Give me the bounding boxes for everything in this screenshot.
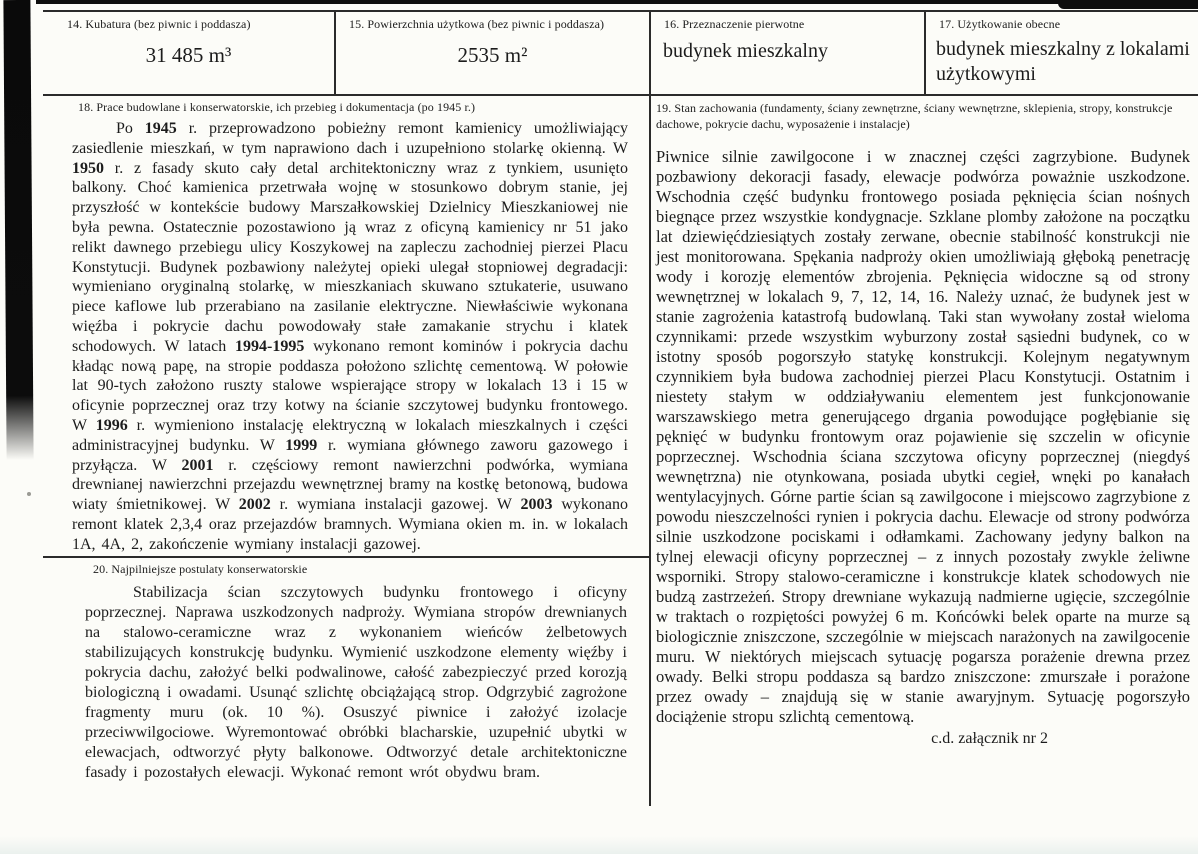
- field-uzytkowanie-obecne-value: budynek mieszkalny z lokalami użytkowymi: [936, 38, 1190, 85]
- field-kubatura-label: 14. Kubatura (bez piwnic i poddasza): [67, 17, 251, 31]
- scan-edge-top-right: [1058, 0, 1198, 9]
- section-stan-zachowania: [656, 100, 1194, 748]
- section-postulaty-konserwatorskie-text: Stabilizacja ścian szczytowych budynku frontowego i oficyny poprzecznej. Naprawa uszkodzonych nadproży. Wymiana stropów drewnianych na stalowo-ceramiczne wraz z wykonaniem wieńców żelbetowych stabilizujących konstrukcję budynku. Wymienić uszkodzone elementy więźby i pokrycia dachu, założyć belki podwalinowe, całość zabezpieczyć przed korozją biologiczną i owadami. Usunąć szlichtę obciążającą strop. Odgrzybić zagrożone fragmenty muru (ok. 10 %). Osuszyć piwnice i założyć izolacje przeciwwilgociowe. Wyremontować obróbki blacharskie, uzupełnić ubytki w elewacjach, odtworzyć płyty balkonowe. Odtworzyć detale architektoniczne fasady i pozostałych elewacji. Wykonać remont wrót obydwu bram.: [85, 584, 627, 781]
- section-prace-budowlane-label: 18. Prace budowlane i konserwatorskie, ich przebieg i dokumentacja (po 1945 r.): [78, 100, 476, 114]
- section-prace-budowlane-text: Po 1945 r. przeprowadzono pobieżny remont kamienicy umożliwiający zasiedlenie mieszkań, w tym naprawiono dach i uzupełniono stolarkę okienną. W 1950 r. z fasady skuto cały detal architektoniczny wraz z tynkiem, usunięto balkony. Choć kamienica przetrwała wojnę w stosunkowo dobrym stanie, jej przyszłość w kontekście budowy Marszałkowskiej Dzielnicy Mieszkaniowej nie była pewna. Ostatecznie pozostawiono ją wraz z oficyną kamienicy nr 51 jako relikt dawnego przebiegu ulicy Koszykowej na zapleczu zachodniej pierzei Placu Konstytucji. Budynek pozbawiony należytej opieki ulegał stopniowej degradacji: wymieniano oryginalną stolarkę, w mieszkaniach skuwano sztukaterie, usuwano piece kaflowe lub przerabiano na zasilanie elektryczne. Niewłaściwie wykonana więźba i pokrycie dachu powodowały stałe zamakanie strychu i klatek schodowych. W latach 1994-1995 wykonano remont kominów i pokrycia dachu kładąc nową papę, na stropie poddasza położono szlichtę cementową. W połowie lat 90-tych założono ruszty stalowe wspierające stropy w lokalach 13 i 15 w oficynie poprzecznej oraz trzy kotwy na ścianie szczytowej budynku frontowego. W 1996 r. wymieniono instalację elektryczną w lokalach mieszkalnych i części administracyjnej budynku. W 1999 r. wymiana głównego zaworu gazowego i przyłącza. W 2001 r. częściowy remont nawierzchni podwórka, wymiana drewnianej nawierzchni przejazdu wewnętrznej bramy na kostkę betonową, budowa wiaty śmietnikowej. W 2002 r. wymiana instalacji gazowej. W 2003 wykonano remont klatek 2,3,4 oraz przejazdów bramnych. Wymiana okien m. in. w lokalach 1A, 4A, 2, zakończenie wymiany instalacji gazowej.: [72, 120, 629, 553]
- field-powierzchnia-label: 15. Powierzchnia użytkowa (bez piwnic i poddasza): [349, 17, 605, 31]
- scan-edge-left: [3, 0, 33, 460]
- field-kubatura-value: 31 485 m³: [145, 43, 232, 67]
- field-uzytkowanie-obecne-label: 17. Użytkowanie obecne: [939, 17, 1061, 31]
- section-prace-budowlane: [43, 100, 649, 555]
- section-postulaty-konserwatorskie-label: 20. Najpilniejsze postulaty konserwatorskie: [93, 562, 308, 576]
- field-przeznaczenie-pierwotne: [651, 12, 924, 94]
- field-powierzchnia: [336, 12, 649, 94]
- section-postulaty-konserwatorskie: [43, 562, 649, 783]
- table-border-header-bottom: [43, 94, 1198, 96]
- field-kubatura: [43, 12, 334, 94]
- field-powierzchnia-value: 2535 m²: [457, 43, 528, 67]
- continuation-note: c.d. załącznik nr 2: [931, 730, 1048, 747]
- field-przeznaczenie-pierwotne-value: budynek mieszkalny: [663, 40, 828, 62]
- column-divider: [649, 10, 651, 806]
- section-stan-zachowania-label: 19. Stan zachowania (fundamenty, ściany zewnętrzne, ściany wewnętrzne, sklepienia, stropy, konstrukcje dachowe, pokrycie dachu, wyposażenie i instalacje): [656, 101, 1173, 131]
- scan-speck: [27, 492, 31, 496]
- scan-edge-top: [36, 0, 1198, 4]
- field-przeznaczenie-pierwotne-label: 16. Przeznaczenie pierwotne: [664, 17, 805, 31]
- left-column-section-divider: [43, 556, 650, 558]
- field-uzytkowanie-obecne: [926, 12, 1198, 94]
- section-stan-zachowania-text: Piwnice silnie zawilgocone i w znacznej części zagrzybione. Budynek pozbawiony dekoracji fasady, elewacje podwórza poważnie uszkodzone. Wschodnia część budynku frontowego posiada pęknięcia ścian nośnych biegnące przez wszystkie kondygnacje. Szklane plomby założone na początku lat dziewięćdziesiątych zostały zerwane, obecnie stabilność konstrukcji nie jest monitorowana. Spękania nadproży okien umożliwiają głęboką penetrację wody i korozję elementów zbrojenia. Pęknięcia widoczne są od strony wewnętrznej w lokalach 9, 7, 12, 14, 16. Należy uznać, że budynek jest w stanie zagrożenia katastrofą budowlaną. Taki stan wywołany został wieloma czynnikami: przede wszystkim wyburzony został sąsiedni budynek, co w istotny sposób pogorszyło statykę konstrukcji. Kolejnym negatywnym czynnikiem była budowa zachodniej pierzei Placu Konstytucji. Ostatnim i niestety stałym w oddziaływaniu elementem jest funkcjonowanie warszawskiego metra generującego drgania powodujące pogłębianie się pęknięć w budynku frontowym oraz pojawienie się szczelin w oficynie poprzecznej. Wschodnia ściana szczytowa oficyny poprzecznej (niegdyś wewnętrzna) nie otynkowana, posiada ubytki cegieł, wnęki po kanałach wentylacyjnych. Górne partie ścian są zawilgocone i miejscowo zagrzybione z powodu nieszczelności rynien i pokrycia dachu. Elewacje od strony podwórza silnie uszkodzone pociskami i odłamkami. Zachowany jedyny balkon na tylnej elewacji oficyny poprzecznej – z innych pozostały zwykle żeliwne wsporniki. Stropy stalowo-ceramiczne i konstrukcje klatek schodowych nie budzą zastrzeżeń. Stropy drewniane wykazują nadmierne ugięcie, szczególnie w traktach o rozpiętości powyżej 6 m. Końcówki belek oparte na murze są biologicznie zniszczone, szczególnie w miejscach narażonych na zawilgocenie muru. W niektórych miejscach sytuację pogarsza porażenie drewna przez owady. Belki stropu poddasza są bardzo zniszczone: zmurszałe i porażone przez owady – znajdują się w stanie awaryjnym. Sytuację pogorszyło dociążenie stropu szlichtą cementową.: [656, 147, 1190, 726]
